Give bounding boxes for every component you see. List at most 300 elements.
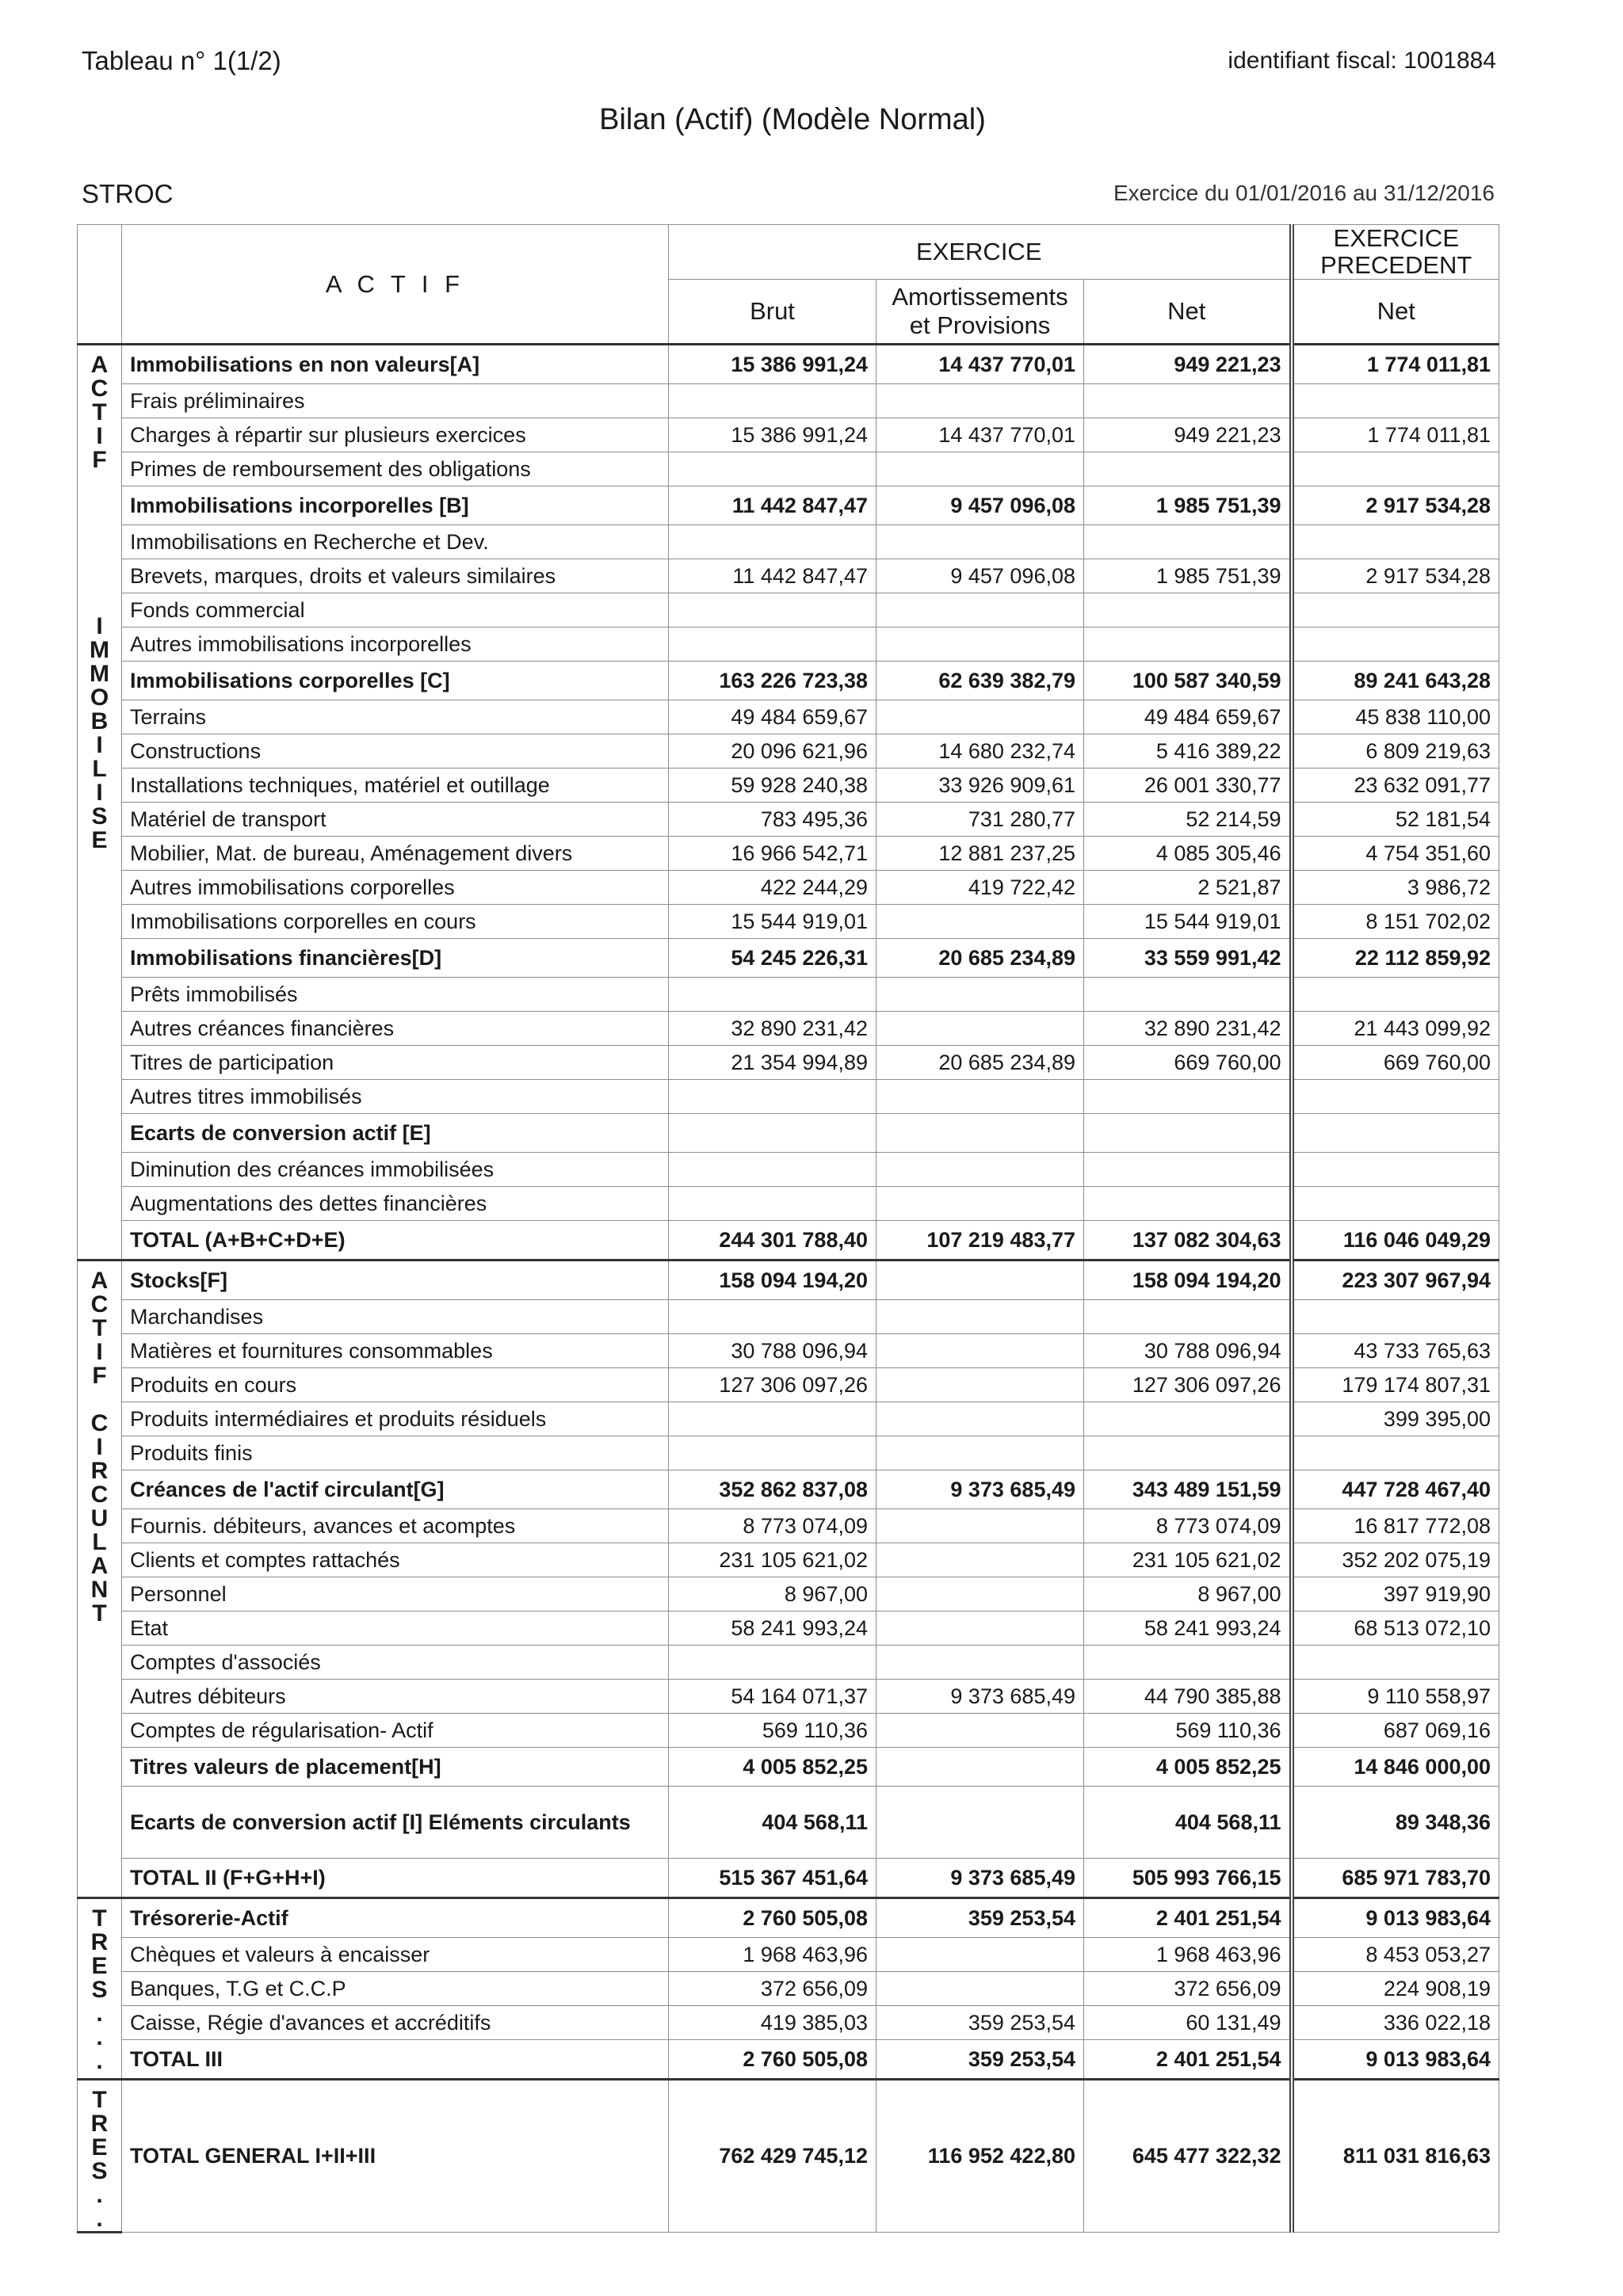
vertical-letter <box>78 543 121 567</box>
net-value <box>1084 1080 1292 1114</box>
net-previous-value: 687 069,16 <box>1292 1714 1499 1748</box>
table-row <box>78 1368 1499 1402</box>
brut-value: 515 367 451,64 <box>669 1859 876 1898</box>
amort-value <box>876 1114 1084 1153</box>
vertical-letter: C <box>90 376 109 402</box>
vertical-letter: A <box>90 1268 109 1294</box>
row-label: Créances de l'actif circulant[G] <box>122 1470 669 1509</box>
table-number: Tableau n° 1(1/2) <box>82 46 281 75</box>
net-previous-value: 1 774 011,81 <box>1292 418 1499 452</box>
net-value <box>1084 627 1292 662</box>
vertical-letter: T <box>92 1905 107 1932</box>
net-value: 15 544 919,01 <box>1084 905 1292 939</box>
net-value: 2 401 251,54 <box>1084 2040 1292 2080</box>
brut-value: 158 094 194,20 <box>669 1261 876 1300</box>
table-row <box>78 1046 1499 1080</box>
exercise-period: Exercice du 01/01/2016 au 31/12/2016 <box>1113 181 1495 205</box>
row-label: Frais préliminaires <box>122 384 669 418</box>
table-row <box>78 1334 1499 1368</box>
brut-value: 15 544 919,01 <box>669 905 876 939</box>
amort-value <box>876 627 1084 662</box>
net-previous-value: 68 513 072,10 <box>1292 1611 1499 1646</box>
amort-value <box>876 1577 1084 1611</box>
net-previous-value <box>1292 384 1499 418</box>
amort-value: 359 253,54 <box>876 2006 1084 2040</box>
vertical-letter <box>78 1388 121 1412</box>
brut-value: 2 760 505,08 <box>669 1898 876 1938</box>
amort-value <box>876 1787 1084 1859</box>
net-previous-value: 89 348,36 <box>1292 1787 1499 1859</box>
table-row <box>78 1114 1499 1153</box>
net-previous-value: 6 809 219,63 <box>1292 734 1499 769</box>
row-label: Augmentations des dettes financières <box>122 1187 669 1221</box>
net-previous-value: 8 453 053,27 <box>1292 1938 1499 1972</box>
vertical-letter: R <box>90 1929 109 1955</box>
table-row <box>78 1509 1499 1543</box>
net-value: 26 001 330,77 <box>1084 769 1292 803</box>
table-row <box>78 418 1499 452</box>
net-previous-value: 9 013 983,64 <box>1292 1898 1499 1938</box>
net-value <box>1084 1646 1292 1680</box>
net-value: 343 489 151,59 <box>1084 1470 1292 1509</box>
brut-value <box>669 627 876 662</box>
vertical-letter: C <box>90 1482 109 1508</box>
amort-value <box>876 1187 1084 1221</box>
amort-value: 731 280,77 <box>876 803 1084 837</box>
table-row <box>78 1714 1499 1748</box>
net-previous-value <box>1292 1300 1499 1334</box>
brut-value: 422 244,29 <box>669 871 876 905</box>
net-previous-value: 9 013 983,64 <box>1292 2040 1499 2080</box>
net-previous-value: 16 817 772,08 <box>1292 1509 1499 1543</box>
header-amortissements: Amortissements et Provisions <box>876 280 1084 345</box>
brut-value: 762 429 745,12 <box>669 2080 876 2233</box>
amort-value <box>876 1368 1084 1402</box>
row-label: Comptes de régularisation- Actif <box>122 1714 669 1748</box>
net-previous-value: 8 151 702,02 <box>1292 905 1499 939</box>
net-value: 949 221,23 <box>1084 345 1292 384</box>
net-value: 137 082 304,63 <box>1084 1221 1292 1261</box>
vertical-letter <box>78 472 121 496</box>
net-value <box>1084 1153 1292 1187</box>
net-previous-value <box>1292 627 1499 662</box>
net-value <box>1084 978 1292 1012</box>
net-previous-value: 397 919,90 <box>1292 1577 1499 1611</box>
row-label: Banques, T.G et C.C.P <box>122 1972 669 2006</box>
brut-value: 16 966 542,71 <box>669 837 876 871</box>
row-label: Produits intermédiaires et produits résiduels <box>122 1402 669 1436</box>
net-previous-value <box>1292 452 1499 486</box>
brut-value: 127 306 097,26 <box>669 1368 876 1402</box>
net-value: 8 773 074,09 <box>1084 1509 1292 1543</box>
page-title: Bilan (Actif) (Modèle Normal) <box>599 103 986 136</box>
brut-value <box>669 1187 876 1221</box>
table-row <box>78 1646 1499 1680</box>
net-value: 404 568,11 <box>1084 1787 1292 1859</box>
brut-value: 569 110,36 <box>669 1714 876 1748</box>
balance-sheet-table <box>77 224 1499 2233</box>
row-label: Immobilisations financières[D] <box>122 939 669 978</box>
net-previous-value <box>1292 1114 1499 1153</box>
vertical-letter: A <box>90 352 109 378</box>
table-row <box>78 2080 1499 2233</box>
brut-value: 1 968 463,96 <box>669 1938 876 1972</box>
vertical-letter: I <box>96 780 103 806</box>
vertical-letter: M <box>90 661 109 687</box>
brut-value <box>669 452 876 486</box>
brut-value: 54 164 071,37 <box>669 1680 876 1714</box>
net-previous-value: 685 971 783,70 <box>1292 1859 1499 1898</box>
net-previous-value: 116 046 049,29 <box>1292 1221 1499 1261</box>
brut-value <box>669 384 876 418</box>
amort-value <box>876 1402 1084 1436</box>
amort-value: 9 373 685,49 <box>876 1859 1084 1898</box>
brut-value: 4 005 852,25 <box>669 1748 876 1787</box>
net-value: 1 985 751,39 <box>1084 559 1292 593</box>
net-value: 32 890 231,42 <box>1084 1012 1292 1046</box>
amort-value <box>876 525 1084 559</box>
table-row <box>78 837 1499 871</box>
table-row <box>78 384 1499 418</box>
net-previous-value <box>1292 1153 1499 1187</box>
row-label: Diminution des créances immobilisées <box>122 1153 669 1187</box>
amort-value: 62 639 382,79 <box>876 662 1084 700</box>
amort-value: 359 253,54 <box>876 1898 1084 1938</box>
table-row <box>78 662 1499 700</box>
net-previous-value <box>1292 1646 1499 1680</box>
net-value: 1 968 463,96 <box>1084 1938 1292 1972</box>
row-label: Terrains <box>122 700 669 734</box>
amort-value: 419 722,42 <box>876 871 1084 905</box>
brut-value <box>669 1300 876 1334</box>
net-value: 30 788 096,94 <box>1084 1334 1292 1368</box>
table-row <box>78 1221 1499 1261</box>
amort-value: 9 457 096,08 <box>876 559 1084 593</box>
table-row <box>78 627 1499 662</box>
row-label: TOTAL GENERAL I+II+III <box>122 2080 669 2233</box>
vertical-letter: M <box>90 637 109 663</box>
table-row <box>78 1611 1499 1646</box>
amort-value <box>876 1012 1084 1046</box>
net-previous-value: 1 774 011,81 <box>1292 345 1499 384</box>
net-value <box>1084 1436 1292 1470</box>
row-label: Produits en cours <box>122 1368 669 1402</box>
table-row <box>78 1898 1499 1938</box>
net-previous-value <box>1292 593 1499 627</box>
vertical-letter: . <box>96 2206 103 2232</box>
net-value: 44 790 385,88 <box>1084 1680 1292 1714</box>
net-previous-value: 399 395,00 <box>1292 1402 1499 1436</box>
row-label: Fonds commercial <box>122 593 669 627</box>
net-previous-value: 52 181,54 <box>1292 803 1499 837</box>
vertical-letter: S <box>91 803 108 830</box>
amort-value <box>876 700 1084 734</box>
net-previous-value: 2 917 534,28 <box>1292 559 1499 593</box>
amort-value: 33 926 909,61 <box>876 769 1084 803</box>
vertical-letter: F <box>92 447 107 473</box>
vertical-letter: R <box>90 1458 109 1484</box>
amort-value <box>876 1714 1084 1748</box>
vertical-letter: . <box>96 2182 103 2208</box>
brut-value <box>669 1114 876 1153</box>
row-label: Etat <box>122 1611 669 1646</box>
brut-value <box>669 1402 876 1436</box>
brut-value: 352 862 837,08 <box>669 1470 876 1509</box>
vertical-letter: N <box>90 1577 109 1603</box>
row-label: Primes de remboursement des obligations <box>122 452 669 486</box>
net-previous-value: 21 443 099,92 <box>1292 1012 1499 1046</box>
net-previous-value: 9 110 558,97 <box>1292 1680 1499 1714</box>
fiscal-id: identifiant fiscal: 1001884 <box>1228 48 1496 74</box>
amort-value: 9 373 685,49 <box>876 1470 1084 1509</box>
vertical-letter: O <box>90 685 109 711</box>
row-label: Personnel <box>122 1577 669 1611</box>
net-previous-value: 14 846 000,00 <box>1292 1748 1499 1787</box>
table-row <box>78 1187 1499 1221</box>
net-previous-value: 223 307 967,94 <box>1292 1261 1499 1300</box>
net-previous-value: 336 022,18 <box>1292 2006 1499 2040</box>
brut-value: 372 656,09 <box>669 1972 876 2006</box>
table-row <box>78 905 1499 939</box>
table-row <box>78 700 1499 734</box>
vertical-letter: I <box>96 1434 103 1460</box>
row-label: Chèques et valeurs à encaisser <box>122 1938 669 1972</box>
row-label: TOTAL III <box>122 2040 669 2080</box>
table-row <box>78 452 1499 486</box>
row-label: Comptes d'associés <box>122 1646 669 1680</box>
table-row <box>78 1080 1499 1114</box>
net-previous-value: 179 174 807,31 <box>1292 1368 1499 1402</box>
brut-value: 21 354 994,89 <box>669 1046 876 1080</box>
row-label: Matériel de transport <box>122 803 669 837</box>
table-row <box>78 1300 1499 1334</box>
brut-value: 58 241 993,24 <box>669 1611 876 1646</box>
net-previous-value: 4 754 351,60 <box>1292 837 1499 871</box>
net-value <box>1084 1187 1292 1221</box>
row-label: Autres titres immobilisés <box>122 1080 669 1114</box>
vertical-letter: S <box>91 2158 108 2184</box>
amort-value <box>876 1261 1084 1300</box>
brut-value: 783 495,36 <box>669 803 876 837</box>
table-row <box>78 1153 1499 1187</box>
table-row <box>78 593 1499 627</box>
row-label: TOTAL II (F+G+H+I) <box>122 1859 669 1898</box>
table-row <box>78 1859 1499 1898</box>
net-value: 127 306 097,26 <box>1084 1368 1292 1402</box>
net-value <box>1084 384 1292 418</box>
vertical-letter: B <box>90 708 109 734</box>
table-row <box>78 1012 1499 1046</box>
net-value <box>1084 593 1292 627</box>
row-label: Caisse, Régie d'avances et accréditifs <box>122 2006 669 2040</box>
row-label: Charges à répartir sur plusieurs exercices <box>122 418 669 452</box>
amort-value <box>876 1300 1084 1334</box>
net-value: 231 105 621,02 <box>1084 1543 1292 1577</box>
vertical-letter: T <box>92 1315 107 1341</box>
header-net-precedent: Net <box>1292 280 1499 345</box>
net-value: 4 005 852,25 <box>1084 1748 1292 1787</box>
vertical-letter: F <box>92 1363 107 1389</box>
row-label: Immobilisations en non valeurs[A] <box>122 345 669 384</box>
table-row <box>78 769 1499 803</box>
row-label: Autres immobilisations corporelles <box>122 871 669 905</box>
brut-value: 11 442 847,47 <box>669 486 876 525</box>
net-previous-value: 89 241 643,28 <box>1292 662 1499 700</box>
table-row <box>78 871 1499 905</box>
net-value: 4 085 305,46 <box>1084 837 1292 871</box>
table-row <box>78 939 1499 978</box>
table-row <box>78 1787 1499 1859</box>
net-previous-value: 224 908,19 <box>1292 1972 1499 2006</box>
net-value: 2 521,87 <box>1084 871 1292 905</box>
table-row <box>78 1543 1499 1577</box>
net-value <box>1084 1300 1292 1334</box>
header-net: Net <box>1084 280 1292 345</box>
net-value: 100 587 340,59 <box>1084 662 1292 700</box>
amort-value: 20 685 234,89 <box>876 939 1084 978</box>
net-value: 569 110,36 <box>1084 1714 1292 1748</box>
brut-value: 419 385,03 <box>669 2006 876 2040</box>
vertical-letter: C <box>90 1410 109 1436</box>
header-row-1 <box>78 225 1499 280</box>
vertical-letter: . <box>96 2048 103 2074</box>
vertical-letter: E <box>91 827 108 853</box>
net-value: 505 993 766,15 <box>1084 1859 1292 1898</box>
vertical-letter: S <box>91 1977 108 2003</box>
amort-value: 14 680 232,74 <box>876 734 1084 769</box>
table-row <box>78 559 1499 593</box>
table-row <box>78 1436 1499 1470</box>
net-value: 2 401 251,54 <box>1084 1898 1292 1938</box>
table-row <box>78 345 1499 384</box>
net-value <box>1084 525 1292 559</box>
brut-value: 231 105 621,02 <box>669 1543 876 1577</box>
row-label: Mobilier, Mat. de bureau, Aménagement divers <box>122 837 669 871</box>
table-row <box>78 486 1499 525</box>
brut-value: 30 788 096,94 <box>669 1334 876 1368</box>
header-actif: A C T I F <box>122 225 669 345</box>
amort-value: 359 253,54 <box>876 2040 1084 2080</box>
row-label: Constructions <box>122 734 669 769</box>
brut-value: 11 442 847,47 <box>669 559 876 593</box>
vertical-letter: L <box>92 1529 107 1555</box>
table-row <box>78 734 1499 769</box>
brut-value: 404 568,11 <box>669 1787 876 1859</box>
vertical-letter: T <box>92 1600 107 1627</box>
vertical-letter <box>78 567 121 591</box>
net-value: 372 656,09 <box>1084 1972 1292 2006</box>
brut-value: 15 386 991,24 <box>669 418 876 452</box>
row-label: Stocks[F] <box>122 1261 669 1300</box>
row-label: Ecarts de conversion actif [I] Eléments circulants <box>122 1787 669 1859</box>
amort-value <box>876 593 1084 627</box>
row-label: Installations techniques, matériel et outillage <box>122 769 669 803</box>
vertical-letter: E <box>91 1953 108 1979</box>
brut-value: 244 301 788,40 <box>669 1221 876 1261</box>
net-previous-value: 3 986,72 <box>1292 871 1499 905</box>
amort-value: 116 952 422,80 <box>876 2080 1084 2233</box>
net-previous-value: 23 632 091,77 <box>1292 769 1499 803</box>
net-previous-value: 22 112 859,92 <box>1292 939 1499 978</box>
net-previous-value <box>1292 978 1499 1012</box>
brut-value <box>669 978 876 1012</box>
row-label: Prêts immobilisés <box>122 978 669 1012</box>
table-row <box>78 2040 1499 2080</box>
net-value: 158 094 194,20 <box>1084 1261 1292 1300</box>
amort-value: 9 457 096,08 <box>876 486 1084 525</box>
vertical-letter: E <box>91 2134 108 2161</box>
net-value: 52 214,59 <box>1084 803 1292 837</box>
header-brut: Brut <box>669 280 876 345</box>
row-label: TOTAL (A+B+C+D+E) <box>122 1221 669 1261</box>
row-label: Produits finis <box>122 1436 669 1470</box>
table-row <box>78 1261 1499 1300</box>
amort-value <box>876 1080 1084 1114</box>
net-value: 949 221,23 <box>1084 418 1292 452</box>
net-previous-value <box>1292 1436 1499 1470</box>
amort-value <box>876 978 1084 1012</box>
net-previous-value: 669 760,00 <box>1292 1046 1499 1080</box>
brut-value: 2 760 505,08 <box>669 2040 876 2080</box>
amort-value <box>876 905 1084 939</box>
amort-value <box>876 1611 1084 1646</box>
vertical-letter: . <box>96 2024 103 2050</box>
brut-value <box>669 1153 876 1187</box>
company-name: STROC <box>82 179 174 208</box>
vertical-letter: . <box>96 2000 103 2027</box>
net-previous-value: 352 202 075,19 <box>1292 1543 1499 1577</box>
net-value <box>1084 1114 1292 1153</box>
table-row <box>78 803 1499 837</box>
brut-value: 49 484 659,67 <box>669 700 876 734</box>
row-label: Autres immobilisations incorporelles <box>122 627 669 662</box>
row-label: Immobilisations incorporelles [B] <box>122 486 669 525</box>
amort-value <box>876 452 1084 486</box>
row-label: Trésorerie-Actif <box>122 1898 669 1938</box>
vertical-letter: I <box>96 613 103 639</box>
row-label: Autres débiteurs <box>122 1680 669 1714</box>
amort-value <box>876 1334 1084 1368</box>
row-label: Brevets, marques, droits et valeurs similaires <box>122 559 669 593</box>
amort-value: 14 437 770,01 <box>876 345 1084 384</box>
brut-value <box>669 1646 876 1680</box>
amort-value <box>876 1543 1084 1577</box>
net-previous-value <box>1292 1187 1499 1221</box>
vertical-letter: I <box>96 1339 103 1365</box>
amort-value <box>876 1436 1084 1470</box>
brut-value: 54 245 226,31 <box>669 939 876 978</box>
amort-value <box>876 1972 1084 2006</box>
amort-value <box>876 1938 1084 1972</box>
net-value: 8 967,00 <box>1084 1577 1292 1611</box>
net-previous-value: 447 728 467,40 <box>1292 1470 1499 1509</box>
row-label: Titres valeurs de placement[H] <box>122 1748 669 1787</box>
net-previous-value <box>1292 525 1499 559</box>
vertical-letter <box>78 496 121 520</box>
amort-value: 20 685 234,89 <box>876 1046 1084 1080</box>
amort-value <box>876 1748 1084 1787</box>
table-row <box>78 1938 1499 1972</box>
row-label: Fournis. débiteurs, avances et acomptes <box>122 1509 669 1543</box>
table-row <box>78 1470 1499 1509</box>
net-previous-value <box>1292 1080 1499 1114</box>
section-vertical-label <box>78 2080 122 2233</box>
net-previous-value: 811 031 816,63 <box>1292 2080 1499 2233</box>
table-row <box>78 525 1499 559</box>
net-value: 645 477 322,32 <box>1084 2080 1292 2233</box>
table-row <box>78 2006 1499 2040</box>
net-value: 33 559 991,42 <box>1084 939 1292 978</box>
